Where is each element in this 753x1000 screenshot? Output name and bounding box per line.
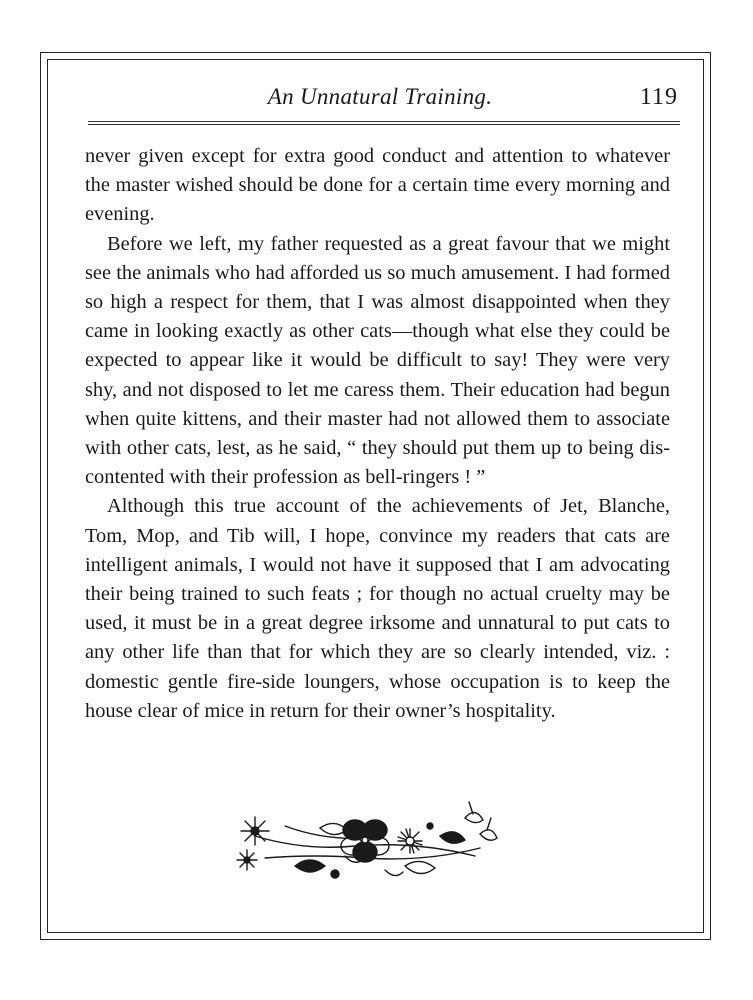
running-title: An Unnatural Training. <box>267 84 493 109</box>
paragraph-1: never given except for extra good conduct and attention to whatever the master wished should be done for a certain time every morning and evening. <box>85 145 670 226</box>
page-number: 119 <box>639 84 678 110</box>
paragraph-2: Before we left, my father requested as a great favour that we might see the animals who had afforded us so much amusement. I had formed so high a respect for them, that I was almost disappointed when they came in looking exactly as other cats—though what else they could be expected to appear like it would be difficult to say! They were very shy, and not disposed to let me caress them. Their education had begun when quite kittens, and their master had not allowed them to associate with other cats, lest, as he said, “ they should put them up to being dis-contented with their profession as bell-ringers ! ” <box>85 232 670 489</box>
body-text <box>85 142 670 726</box>
floral-vignette-icon <box>225 796 515 892</box>
paragraph-3: Although this true account of the achievements of Jet, Blanche, Tom, Mop, and Tib will, I hope, convince my readers that cats are intelligent animals, I would not have it supposed that I am advocating their being trained to such feats ; for though no actual cruelty may be used, it must be in a great degree irksome and unnatural to put cats to any other life than that for which they are so clearly intended, viz. : domestic gentle fire-side loungers, whose occupation is to keep the house clear of mice in return for their owner’s hospitality. <box>85 495 670 722</box>
header-rule <box>88 121 680 125</box>
page-header <box>80 84 680 114</box>
